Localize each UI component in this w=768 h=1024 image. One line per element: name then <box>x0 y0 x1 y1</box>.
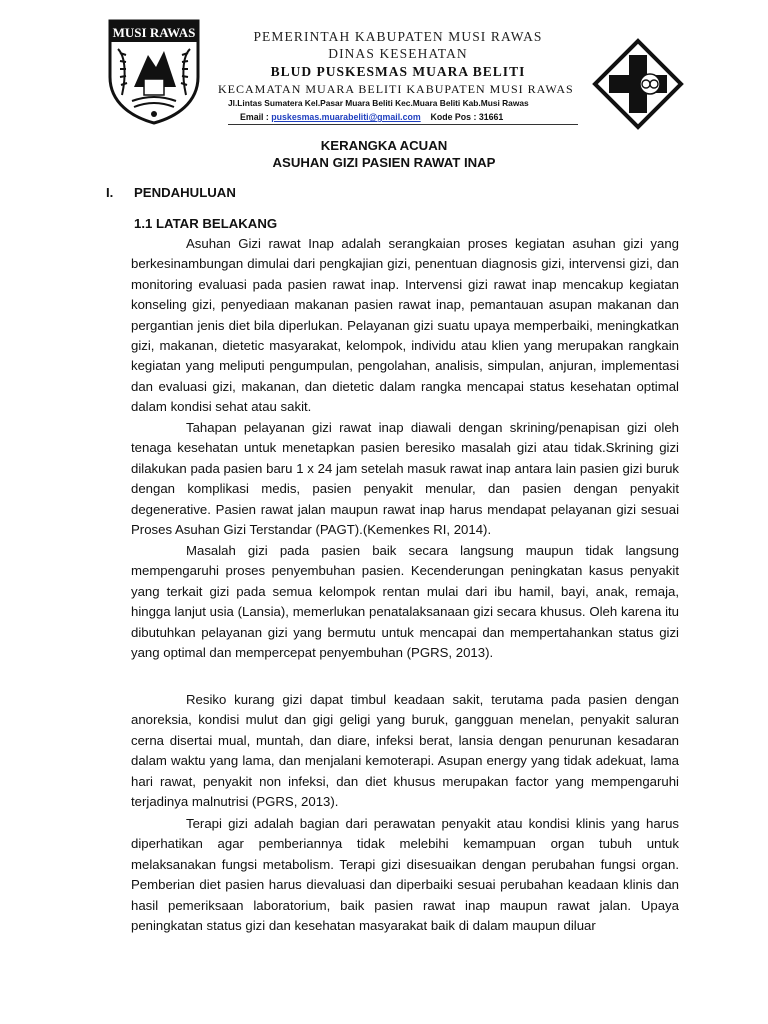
letterhead-divider <box>228 124 578 125</box>
paragraph: Resiko kurang gizi dapat timbul keadaan sakit, terutama pada pasien dengan anoreksia, kondisi mulut dan gigi geligi yang buruk, gangguan menelan, penyakit saluran cerna disertai mual, muntah, dan diare, infeksi berat, lansia dengan penurunan kesadaran dalam waktu yang lama, dan menjalani kemoterapi. Asupan energy yang tidak adekuat, lama hari rawat, penyakit non infeksi, dan diet khusus merupakan factor yang mempengaruhi terjadinya malnutrisi (PGRS, 2013). <box>131 692 679 810</box>
letterhead-office: DINAS KESEHATAN <box>328 46 468 61</box>
letterhead-contact <box>208 110 588 124</box>
subsection-heading: 1.1 LATAR BELAKANG <box>134 216 278 231</box>
letterhead <box>208 28 588 124</box>
document-title: KERANGKA ACUAN <box>320 138 448 153</box>
letterhead-district: KECAMATAN MUARA BELITI KABUPATEN MUSI RAWAS <box>218 82 574 96</box>
email-link[interactable]: puskesmas.muarabeliti@gmail.com <box>271 112 421 122</box>
paragraph: Masalah gizi pada pasien baik secara langsung maupun tidak langsung mempengaruhi proses penyembuhan pasien. Kecenderungan peningkatan kasus penyakit yang terkait gizi pada semua kelompok rentan mulai dari ibu hamil, bayi, anak, remaja, hingga lanjut usia (Lansia), memerlukan penatalaksanaan gizi secara khusus. Oleh karena itu dibutuhkan pelayanan gizi yang bermutu untuk mencapai dan mempertahankan status gizi yang optimal dan mempercepat penyembuhan (PGRS, 2013). <box>131 543 679 661</box>
letterhead-institution: BLUD PUSKESMAS MUARA BELITI <box>270 64 526 79</box>
email-label: Email : <box>240 112 272 122</box>
puskesmas-emblem <box>592 38 684 130</box>
musi-rawas-emblem <box>104 17 204 125</box>
letterhead-address: Jl.Lintas Sumatera Kel.Pasar Muara Beliti Kec.Muara Beliti Kab.Musi Rawas <box>228 98 529 108</box>
paragraph: Asuhan Gizi rawat Inap adalah serangkaian proses kegiatan asuhan gizi yang berkesinambungan dimulai dari pengkajian gizi, penentuan diagnosis gizi, intervensi gizi, dan monitoring evaluasi pada pasien rawat inap. Intervensi gizi rawat inap mencakup kegiatan konseling gizi, penyediaan makanan pasien rawat inap, pemantauan asupan makanan dan pergantian jenis diet bila diperlukan. Pelayanan gizi suatu upaya memperbaiki, meningkatkan gizi, makanan, dietetic masyarakat, kelompok, individu atau klien yang merupakan rangkain kegiatan yang meliputi pengumpulan, pengolahan, analisis, simpulan, anjuran, implementasi dan evaluasi gizi, makanan, dan dietetic dalam rangka mencapai status kesehatan optimal dalam kondisi sehat atau sakit. <box>131 236 679 415</box>
paragraph: Terapi gizi adalah bagian dari perawatan penyakit atau kondisi klinis yang harus diperhatikan agar pemberiannya tidak melebihi kemampuan organ tubuh untuk melaksanakan fungsi metabolism. Terapi gizi disesuaikan dengan perubahan fungsi organ. Pemberian diet pasien harus dievaluasi dan diperbaiki sesuai perubahan keadaan klinis dan hasil pemeriksaan laboratorium, baik pasien rawat inap maupun rawat jalan. Upaya peningkatan status gizi dan kesehatan masyarakat baik di dalam maupun diluar <box>131 816 679 934</box>
letterhead-government: PEMERINTAH KABUPATEN MUSI RAWAS <box>253 29 543 44</box>
postcode: Kode Pos : 31661 <box>430 112 504 122</box>
section-heading: PENDAHULUAN <box>134 185 236 200</box>
document-subtitle: ASUHAN GIZI PASIEN RAWAT INAP <box>272 155 496 170</box>
section-number: I. <box>106 185 114 200</box>
paragraph: Tahapan pelayanan gizi rawat inap diawali dengan skrining/penapisan gizi oleh tenaga kesehatan untuk menetapkan pasien beresiko masalah gizi atau tidak.Skrining gizi dilakukan pada pasien baru 1 x 24 jam setelah masuk rawat inap antara lain pasien gizi buruk dengan komplikasi medis, pasien penyakit menular, dan pasien dengan penyakit degenerative. Pasien rawat jalan maupun rawat inap harus mendapat pelayanan gizi sesuai Proses Asuhan Gizi Terstandar (PAGT).(Kemenkes RI, 2014). <box>131 420 679 538</box>
emblem-text: MUSI RAWAS <box>112 25 196 40</box>
